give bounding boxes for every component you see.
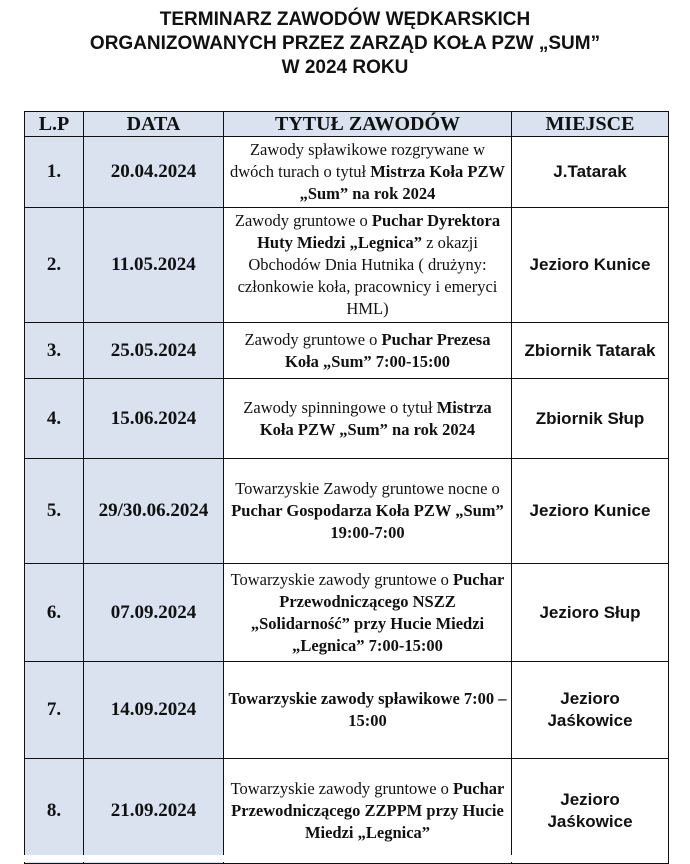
document-title <box>0 8 690 80</box>
event-title-text: Zawody gruntowe o <box>244 329 382 349</box>
title-line-2: ORGANIZOWANYCH PRZEZ ZARZĄD KOŁA PZW „SUM” <box>89 33 601 54</box>
header-place: MIEJSCE <box>512 112 669 137</box>
schedule-table <box>24 111 669 864</box>
event-title <box>224 662 512 759</box>
page-cutoff <box>24 855 668 862</box>
table-row <box>25 564 669 662</box>
event-title-bold-text: Mistrza Koła PZW „Sum” na rok 2024 <box>299 162 505 203</box>
row-number: 4. <box>25 379 84 459</box>
header-date: DATA <box>84 112 224 137</box>
event-title-text: Towarzyskie Zawody gruntowe nocne o <box>235 479 500 498</box>
event-date: 07.09.2024 <box>84 564 224 662</box>
row-number: 1. <box>25 137 84 208</box>
row-number: 6. <box>25 564 84 662</box>
event-date: 20.04.2024 <box>84 137 224 208</box>
event-date: 14.09.2024 <box>84 662 224 759</box>
header-lp: L.P <box>25 112 84 137</box>
table-row <box>25 459 669 564</box>
event-title-bold-text: Towarzyskie zawody spławikowe 7:00 – 15:00 <box>228 689 507 730</box>
event-place: Jezioro Jaśkowice <box>512 759 669 864</box>
event-date: 25.05.2024 <box>84 323 224 379</box>
event-date: 11.05.2024 <box>84 208 224 323</box>
event-title-text: Towarzyskie zawody gruntowe o <box>230 569 454 589</box>
title-line-1: TERMINARZ ZAWODÓW WĘDKARSKICH <box>159 9 531 30</box>
row-number: 2. <box>25 208 84 323</box>
table-row <box>25 662 669 759</box>
event-title <box>224 137 512 208</box>
event-title-text: Zawody spławikowe rozgrywane w dwóch turach o tytuł <box>230 140 486 181</box>
event-title <box>224 759 512 864</box>
event-title <box>224 379 512 459</box>
event-place: Jezioro Kunice <box>512 459 669 564</box>
event-title-text: z okazji Obchodów Dnia Hutnika ( drużyny: członkowie koła, pracownicy i emeryci HML) <box>237 233 498 318</box>
event-title <box>224 208 512 323</box>
title-line-3: W 2024 ROKU <box>281 57 409 78</box>
row-number: 3. <box>25 323 84 379</box>
row-number: 8. <box>25 759 84 864</box>
event-title-bold-text: Puchar Gospodarza Koła PZW „Sum” 19:00-7:00 <box>231 501 504 542</box>
event-title <box>224 459 512 564</box>
table-row <box>25 208 669 323</box>
event-place: Zbiornik Słup <box>512 379 669 459</box>
event-title-text: Zawody gruntowe o <box>234 211 372 230</box>
event-place: Zbiornik Tatarak <box>512 323 669 379</box>
table-row <box>25 323 669 379</box>
event-title-bold-text: Mistrza Koła PZW „Sum” na rok 2024 <box>259 397 492 439</box>
event-title-bold-text: Puchar Prezesa Koła „Sum” 7:00-15:00 <box>285 329 491 371</box>
row-number: 7. <box>25 662 84 759</box>
event-place: Jezioro Słup <box>512 564 669 662</box>
event-title <box>224 323 512 379</box>
event-place: Jezioro Jaśkowice <box>512 662 669 759</box>
event-title-bold-text: Puchar Przewodniczącego NSZZ „Solidarność” przy Hucie Miedzi „Legnica” 7:00-15:00 <box>250 569 505 655</box>
event-title <box>224 564 512 662</box>
event-title-text: Towarzyskie zawody gruntowe o <box>230 779 454 798</box>
table-row <box>25 379 669 459</box>
event-title-text: Zawody spinningowe o tytuł <box>243 397 437 417</box>
event-date: 21.09.2024 <box>84 759 224 864</box>
event-place: Jezioro Kunice <box>512 208 669 323</box>
event-date: 15.06.2024 <box>84 379 224 459</box>
header-row <box>25 112 669 137</box>
event-place: J.Tatarak <box>512 137 669 208</box>
row-number: 5. <box>25 459 84 564</box>
table-row <box>25 137 669 208</box>
header-title: TYTUŁ ZAWODÓW <box>224 112 512 137</box>
table-row <box>25 759 669 864</box>
event-title-bold-text: Puchar Dyrektora Huty Miedzi „Legnica” <box>257 211 501 252</box>
event-title-bold-text: Puchar Przewodniczącego ZZPPM przy Hucie Miedzi „Legnica” <box>231 779 505 842</box>
event-date: 29/30.06.2024 <box>84 459 224 564</box>
